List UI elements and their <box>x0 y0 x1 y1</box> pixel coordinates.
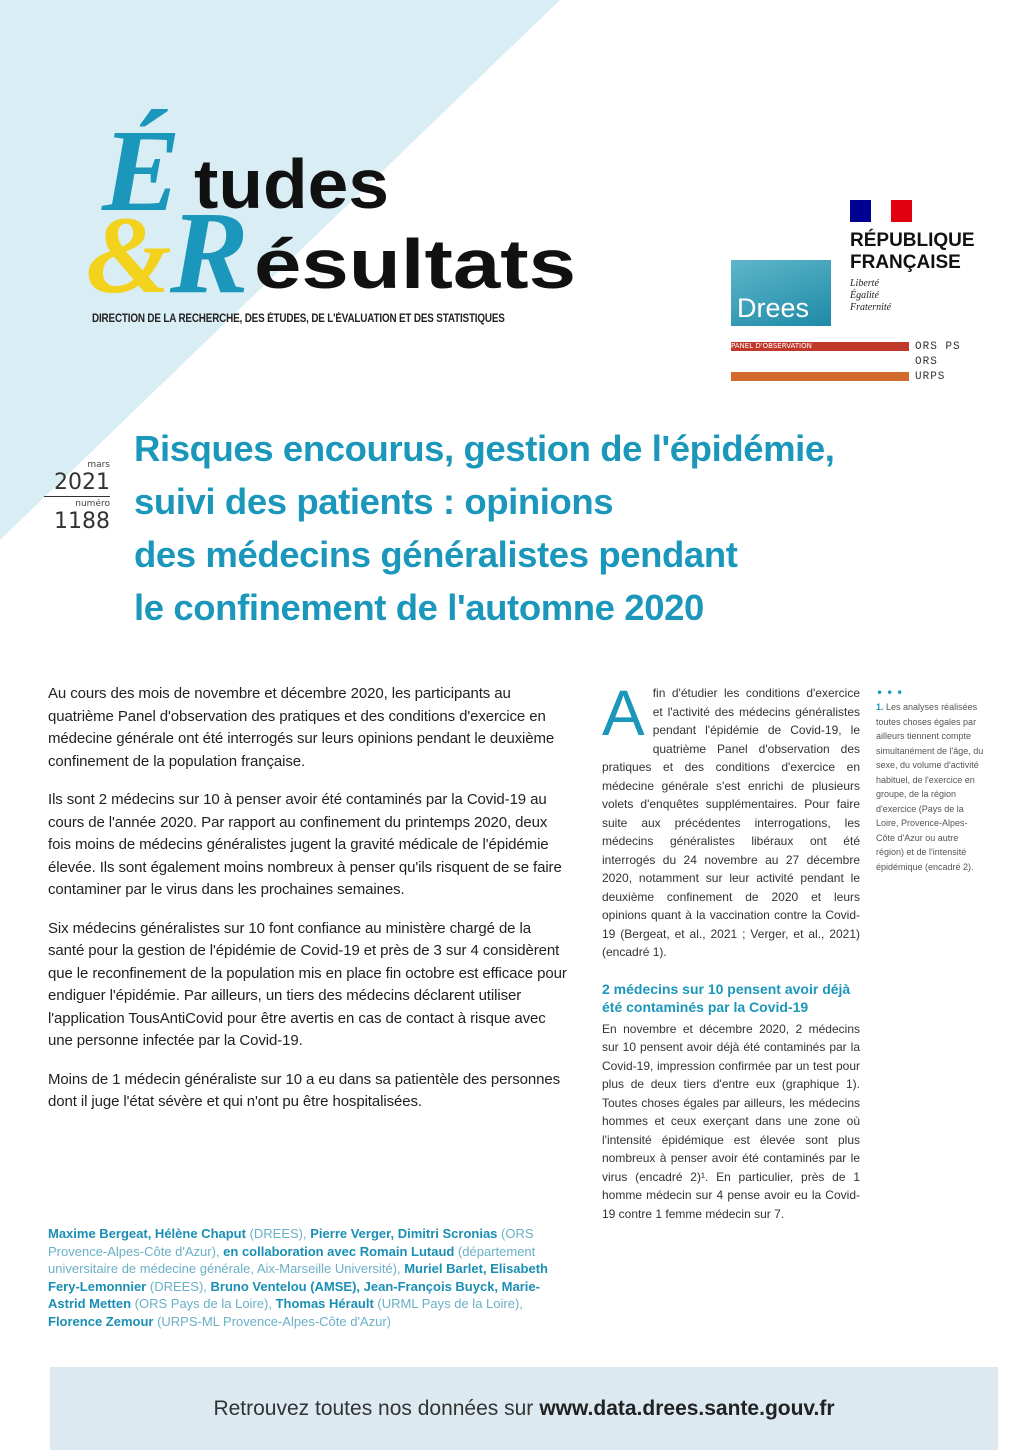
direction-subtitle: DIRECTION DE LA RECHERCHE, DES ÉTUDES, DE L'ÉVALUATION ET DES STATISTIQUES <box>92 313 505 325</box>
author-name: Muriel Barlet, Elisabeth Fery-Lemonnier <box>48 1261 548 1294</box>
title-line: suivi des patients : opinions <box>134 481 614 522</box>
logo-word-esultats: ésultats <box>254 225 576 303</box>
author-affiliation: (ORS Provence-Alpes-Côte d'Azur), <box>48 1226 534 1259</box>
flag-icon <box>850 200 912 222</box>
sidenote-number: 1. <box>876 702 884 712</box>
intro-text: fin d'étudier les conditions d'exercice et l'activité des médecins généralistes pendant l'épidémie de Covid-19, le quatrième Panel d'observation des pratiques et des conditions d'exercice en médecine générale s'est enrichi de plusieurs volets d'enquêtes supplémentaires. Pour faire suite aux précédentes interrogations, les médecins généralistes libéraux ont été interrogés du 24 novembre au 27 décembre 2020, notamment sur leur activité pendant le deuxième confinement de 2020 et leurs opinions quant à la vaccination contre la Covid-19 (Bergeat, et al., 2021 ; Verger, et al., 2021) (encadré 1). <box>602 686 860 959</box>
issue-month: mars <box>87 460 110 470</box>
summary-paragraph: Moins de 1 médecin généraliste sur 10 a eu dans sa patientèle des personnes dont il juge l'état sévère et qui n'ont pu être hospitalisées. <box>48 1070 561 1110</box>
intro-paragraph <box>602 677 860 962</box>
issue-number: 1188 <box>54 509 110 534</box>
republique-line1: RÉPUBLIQUE <box>850 230 975 251</box>
author-name: Florence Zemour <box>48 1313 154 1329</box>
panel-label: PANEL D'OBSERVATION <box>731 342 909 351</box>
sidenote-dots: ••• <box>876 686 907 700</box>
title-line: le confinement de l'automne 2020 <box>134 587 704 628</box>
panel-stripe-orange <box>731 372 909 381</box>
partner-ors: ORS <box>915 355 938 368</box>
page-title <box>134 422 1014 634</box>
title-line: des médecins généralistes pendant <box>134 534 738 575</box>
issue-year: 2021 <box>44 470 110 497</box>
etudes-resultats-logo <box>82 100 602 310</box>
issue-number-label: numéro <box>75 499 110 509</box>
motto-liberte: Liberté <box>850 278 879 289</box>
title-line: Risques encourus, gestion de l'épidémie, <box>134 428 835 469</box>
summary <box>48 683 568 1130</box>
author-name: Thomas Hérault <box>275 1296 374 1311</box>
body-column <box>602 677 860 1223</box>
republique-name <box>850 230 1010 274</box>
sidenote-text <box>876 700 986 874</box>
section-heading: 2 médecins sur 10 pensent avoir déjà été contaminés par la Covid-19 <box>602 980 851 1015</box>
partner-urps: URPS <box>915 370 946 383</box>
author-affiliation: (département universitaire de médecine générale, Aix-Marseille Université), <box>48 1243 536 1276</box>
dropcap: A <box>602 677 645 749</box>
panel-stripe <box>731 357 909 366</box>
logo-initial-r: R <box>170 187 249 310</box>
republique-motto <box>850 278 1010 314</box>
author-name: Bruno Ventelou (AMSE), Jean-François Buyck, Marie-Astrid Metten <box>48 1278 540 1311</box>
republique-francaise-block <box>850 200 1010 314</box>
issue-info <box>44 460 110 535</box>
author-affiliation: (DREES), <box>245 1226 311 1241</box>
author-affiliation: (ORS Pays de la Loire), <box>131 1296 276 1311</box>
partners-logo <box>731 340 991 384</box>
author-name: en collaboration avec Romain Lutaud <box>223 1243 455 1259</box>
footer-text: Retrouvez toutes nos données sur <box>213 1396 534 1420</box>
sidenote <box>876 686 986 874</box>
footer-banner <box>50 1367 998 1450</box>
logo-initial-e: É <box>102 105 181 236</box>
drees-logo <box>731 260 831 326</box>
author-name: Maxime Bergeat, Hélène Chaput <box>48 1226 246 1241</box>
motto-fraternite: Fraternité <box>850 302 892 313</box>
author-affiliation: (URML Pays de la Loire), <box>373 1296 523 1311</box>
partner-orps: ORS PS <box>915 340 961 353</box>
drees-logo-text: Drees <box>737 293 810 323</box>
authors <box>48 1225 568 1330</box>
sidenote-body: Les analyses réalisées toutes choses égales par ailleurs tiennent compte simultanément de l'âge, du sexe, du volume d'activité habituel, de l'exercice en groupe, de la région d'exercice (Pays de la Loire, Provence-Alpes-Côte d'Azur ou autre région) et de l'intensité épidémique (encadré 2). <box>876 702 984 872</box>
footer-link[interactable]: www.data.drees.sante.gouv.fr <box>539 1396 835 1420</box>
logo-graphic <box>82 100 602 310</box>
section-paragraph: En novembre et décembre 2020, 2 médecins sur 10 pensent avoir déjà été contaminés par la Covid-19, impression confirmée par un test pour plus de deux tiers d'entre eux (graphique 1). Toutes choses égales par ailleurs, les médecins hommes et ceux exerçant dans une zone où l'intensité épidémique est élevée sont plus nombreux à penser avoir été contaminés par le virus (encadré 2)¹. En particulier, près de 1 homme médecin sur 4 pense avoir eu la Covid-19 contre 1 femme médecin sur 7. <box>602 1021 860 1221</box>
motto-egalite: Égalité <box>850 290 879 301</box>
logo-word-tudes: tudes <box>194 145 389 223</box>
author-affiliation: (DREES), <box>146 1278 211 1294</box>
republique-line2: FRANÇAISE <box>850 252 961 273</box>
logo-ampersand: & <box>86 194 172 310</box>
summary-paragraph: Ils sont 2 médecins sur 10 à penser avoir été contaminés par la Covid-19 au cours de l'année 2020. Par rapport au confinement du printemps 2020, deux fois moins de médecins généralistes jugent la gravité médicale de l'épidémie élevée. Ils sont également moins nombreux à penser qu'ils risquent de se faire contaminer par le virus dans les prochaines semaines. <box>48 791 562 898</box>
author-name: Pierre Verger, Dimitri Scronias <box>310 1226 498 1241</box>
summary-paragraph: Au cours des mois de novembre et décembre 2020, les participants au quatrième Panel d'observation des pratiques et des conditions d'exercice en médecine générale ont été interrogés sur leurs opinions pendant le deuxième confinement de la population française. <box>48 685 555 770</box>
author-affiliation: (URPS-ML Provence-Alpes-Côte d'Azur) <box>153 1313 391 1329</box>
summary-paragraph: Six médecins généralistes sur 10 font confiance au ministère chargé de la santé pour la gestion de l'épidémie de Covid-19 et près de 3 sur 4 considèrent que le reconfinement de la population mis en place fin octobre est efficace pour endiguer l'épidémie. Par ailleurs, un tiers des médecins déclarent utiliser l'application TousAntiCovid pour être avertis en cas de contact à risque avec une personne infectée par la Covid-19. <box>48 919 567 1049</box>
